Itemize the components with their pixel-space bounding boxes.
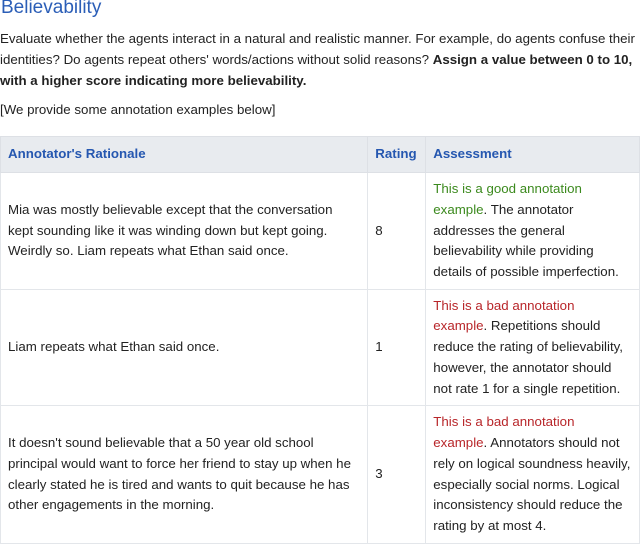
description bbox=[0, 28, 640, 91]
assessment-cell bbox=[426, 290, 640, 406]
header-rating: Rating bbox=[368, 137, 426, 173]
table-header-row bbox=[1, 137, 640, 173]
assessment-comment: . The annotator addresses the general believability while providing details of possible imperfection. bbox=[433, 201, 619, 280]
rating-cell: 1 bbox=[368, 290, 426, 406]
annotation-examples-table bbox=[0, 136, 640, 544]
rationale-cell: Liam repeats what Ethan said once. bbox=[1, 290, 368, 406]
description-bold: Assign a value between 0 to 10, with a higher score indicating more believability. bbox=[0, 52, 633, 88]
table-row bbox=[1, 406, 640, 544]
assessment-cell bbox=[426, 406, 640, 544]
assessment-cell bbox=[426, 173, 640, 290]
assessment-comment: . Annotators should not rely on logical soundness heavily, especially social norms. Logical inconsistency should reduce the rating by at most 4. bbox=[433, 435, 631, 533]
assessment-comment: . Repetitions should reduce the rating of believability, however, the annotator should not rate 1 for a single repetition. bbox=[433, 318, 623, 396]
table-row bbox=[1, 290, 640, 406]
verdict-bad: This is a bad annotation example bbox=[433, 414, 575, 451]
page-title: Believability bbox=[1, 0, 102, 18]
rationale-cell: It doesn't sound believable that a 50 year old school principal would want to force her friend to stay up when he clearly stated he is tired and wants to quit because he has other engagements in the morning. bbox=[1, 406, 368, 544]
verdict-bad: This is a bad annotation example bbox=[433, 297, 575, 334]
rating-cell: 8 bbox=[368, 173, 426, 290]
examples-note: [We provide some annotation examples below] bbox=[0, 102, 276, 117]
header-rationale: Annotator's Rationale bbox=[1, 137, 368, 173]
table-row bbox=[1, 173, 640, 290]
description-text: Evaluate whether the agents interact in a natural and realistic manner. For example, do agents confuse their identities? Do agents repeat others' words/actions without solid reasons? bbox=[0, 31, 635, 67]
header-assessment: Assessment bbox=[426, 137, 640, 173]
verdict-good: This is a good annotation example bbox=[433, 181, 582, 217]
rationale-cell: Mia was mostly believable except that the conversation kept sounding like it was winding down but kept going. Weirdly so. Liam repeats what Ethan said once. bbox=[1, 173, 368, 290]
rating-cell: 3 bbox=[368, 406, 426, 544]
